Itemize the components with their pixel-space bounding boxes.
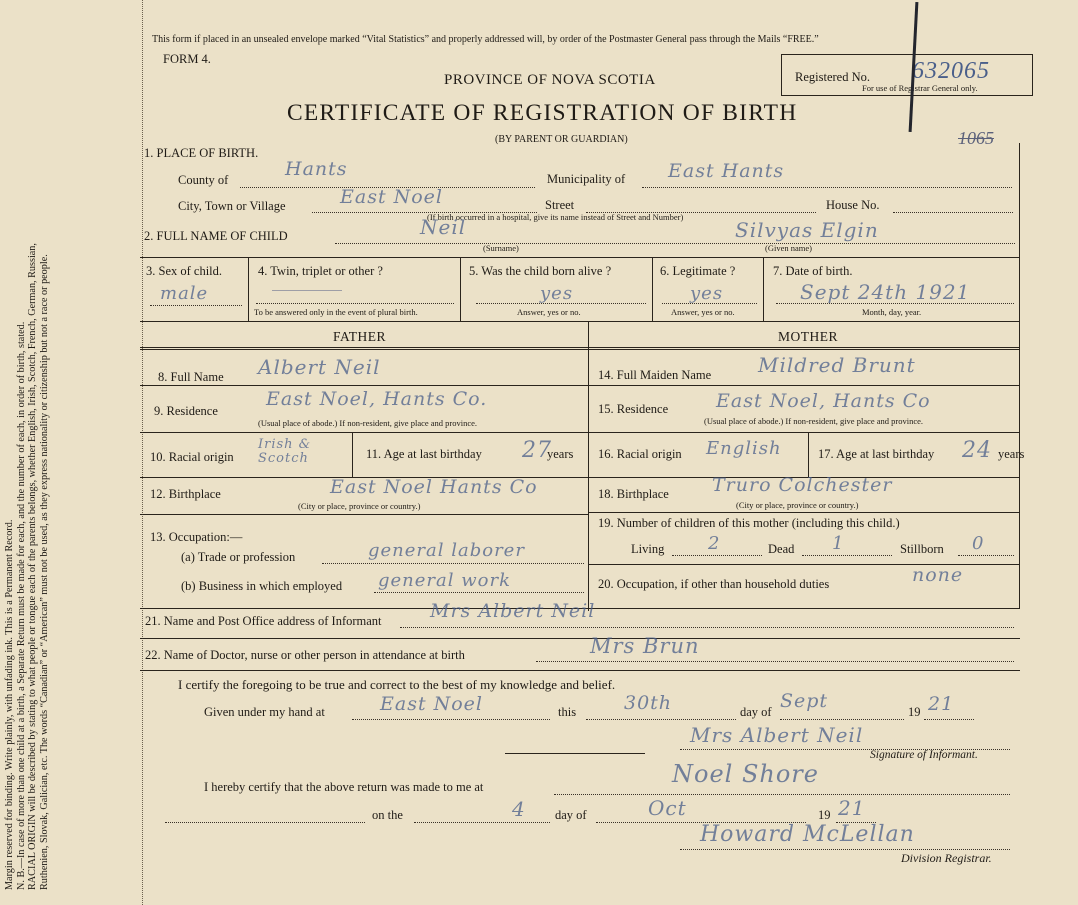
legitimate-line bbox=[662, 303, 757, 304]
certify-month-line bbox=[780, 719, 904, 720]
alive-label: 5. Was the child born alive ? bbox=[469, 264, 612, 278]
sex-value: male bbox=[160, 283, 209, 304]
street-label: Street bbox=[545, 198, 575, 212]
certify-text: I certify the foregoing to be true and correct to the best of my knowledge and belief. bbox=[178, 677, 616, 692]
business-value: general work bbox=[378, 570, 511, 591]
father-name: Albert Neil bbox=[258, 355, 381, 379]
registrar-signature: Howard McLellan bbox=[700, 822, 915, 847]
child-surname: Neil bbox=[420, 215, 467, 239]
registrar-day-line bbox=[414, 822, 550, 823]
stillborn-line bbox=[958, 555, 1014, 556]
twin-line bbox=[256, 303, 454, 304]
certificate-title: CERTIFICATE OF REGISTRATION OF BIRTH bbox=[287, 100, 798, 126]
given-place: East Noel bbox=[380, 693, 484, 715]
house-line bbox=[893, 212, 1013, 213]
dob-value: Sept 24th 1921 bbox=[800, 280, 971, 304]
legitimate-note: Answer, yes or no. bbox=[671, 307, 735, 317]
this-label: this bbox=[558, 705, 577, 719]
father-race-label: 10. Racial origin bbox=[150, 450, 234, 464]
certify-year: 21 bbox=[928, 693, 955, 715]
rule bbox=[588, 512, 1020, 513]
trade-line bbox=[322, 563, 584, 564]
certify-day: 30th bbox=[624, 692, 673, 714]
registrar-lead-line bbox=[165, 822, 365, 823]
mother-age-label: 17. Age at last birthday bbox=[818, 447, 935, 461]
rule bbox=[140, 670, 1020, 671]
margin-instructions bbox=[4, 10, 50, 890]
father-residence: East Noel, Hants Co. bbox=[266, 388, 488, 410]
certify-day-of-label: day of bbox=[740, 705, 772, 719]
given-label: Given under my hand at bbox=[204, 705, 325, 719]
informant-value: Mrs Albert Neil bbox=[430, 600, 596, 622]
informant-signature: Mrs Albert Neil bbox=[690, 723, 864, 747]
registrar-text: I hereby certify that the above return was made to me at bbox=[204, 780, 484, 794]
twin-dash bbox=[272, 290, 342, 291]
registrar-month: Oct bbox=[648, 796, 687, 820]
father-age: 27 bbox=[522, 438, 552, 463]
registrar-place: Noel Shore bbox=[672, 760, 819, 788]
mother-residence-label: 15. Residence bbox=[598, 402, 669, 416]
doctor-value: Mrs Brun bbox=[590, 634, 700, 658]
registrar-year-prefix: 19 bbox=[818, 808, 831, 822]
certify-year-line bbox=[924, 719, 974, 720]
doctor-line bbox=[536, 661, 1014, 662]
margin-line: Ruthenien, Slovak, Galician, etc. The words “Canadian” or “American” must not be used, as they express nationality or citizenship but not a race or people. bbox=[38, 254, 50, 890]
house-label: House No. bbox=[826, 198, 880, 212]
municipality-value: East Hants bbox=[668, 160, 785, 182]
rule bbox=[808, 432, 809, 477]
certify-year-prefix: 19 bbox=[908, 705, 921, 719]
rule bbox=[140, 321, 1020, 322]
father-birthplace-label: 12. Birthplace bbox=[150, 487, 221, 501]
legitimate-value: yes bbox=[690, 283, 724, 304]
mother-residence: East Noel, Hants Co bbox=[716, 390, 931, 412]
stillborn-value: 0 bbox=[972, 533, 985, 554]
father-name-label: 8. Full Name bbox=[158, 370, 224, 384]
mother-heading: MOTHER bbox=[778, 329, 838, 344]
rule bbox=[588, 432, 1020, 433]
registrar-day: 4 bbox=[512, 797, 526, 821]
registrar-caption: Division Registrar. bbox=[901, 851, 992, 865]
registered-label: Registered No. bbox=[795, 70, 870, 84]
registered-number: 632065 bbox=[912, 58, 990, 84]
alive-value: yes bbox=[540, 283, 574, 304]
sex-line bbox=[150, 305, 242, 306]
children-label: 19. Number of children of this mother (including this child.) bbox=[598, 516, 900, 530]
alive-note: Answer, yes or no. bbox=[517, 307, 581, 317]
mother-name-label: 14. Full Maiden Name bbox=[598, 368, 712, 382]
doctor-label: 22. Name of Doctor, nurse or other person in attendance at birth bbox=[145, 648, 465, 662]
child-name-label: 2. FULL NAME OF CHILD bbox=[144, 229, 288, 243]
province-heading: PROVINCE OF NOVA SCOTIA bbox=[444, 72, 656, 88]
registrar-day-of-label: day of bbox=[555, 808, 587, 822]
rule bbox=[248, 257, 249, 321]
father-years: years bbox=[547, 447, 574, 461]
surname-caption: (Surname) bbox=[483, 243, 519, 253]
father-birthplace: East Noel Hants Co bbox=[330, 476, 538, 498]
city-label: City, Town or Village bbox=[178, 199, 286, 213]
registrar-signature-line bbox=[680, 849, 1010, 850]
municipality-label: Municipality of bbox=[547, 172, 626, 186]
legitimate-label: 6. Legitimate ? bbox=[660, 264, 736, 278]
dead-value: 1 bbox=[832, 533, 845, 554]
given-place-line bbox=[352, 719, 550, 720]
mother-birthplace-label: 18. Birthplace bbox=[598, 487, 669, 501]
rule bbox=[140, 514, 588, 515]
twin-note: To be answered only in the event of plural birth. bbox=[254, 307, 418, 317]
place-heading: 1. PLACE OF BIRTH. bbox=[144, 146, 259, 160]
rule bbox=[763, 257, 764, 321]
mother-occupation: none bbox=[912, 564, 964, 586]
rule bbox=[505, 753, 645, 754]
registrar-place-line bbox=[554, 794, 1010, 795]
rule bbox=[352, 432, 353, 477]
trade-label: (a) Trade or profession bbox=[181, 550, 296, 564]
living-label: Living bbox=[631, 542, 665, 556]
certify-month: Sept bbox=[780, 690, 829, 712]
dead-label: Dead bbox=[768, 542, 795, 556]
living-value: 2 bbox=[708, 533, 721, 554]
business-label: (b) Business in which employed bbox=[181, 579, 343, 593]
alive-line bbox=[476, 303, 646, 304]
city-value: East Noel bbox=[340, 186, 444, 208]
father-residence-label: 9. Residence bbox=[154, 404, 218, 418]
mother-age: 24 bbox=[962, 438, 992, 463]
rule bbox=[1019, 143, 1020, 608]
form-number: FORM 4. bbox=[163, 52, 211, 66]
stillborn-label: Stillborn bbox=[900, 542, 944, 556]
dob-note: Month, day, year. bbox=[862, 307, 922, 317]
margin-line: Margin reserved for binding. Write plainly, with unfading ink. This is a Permanent Record. bbox=[4, 519, 15, 890]
signature-caption: Signature of Informant. bbox=[870, 749, 978, 761]
dob-line bbox=[776, 303, 1014, 304]
twin-label: 4. Twin, triplet or other ? bbox=[258, 264, 383, 278]
business-line bbox=[374, 592, 584, 593]
child-name-line bbox=[335, 243, 1015, 244]
binding-margin-line bbox=[142, 0, 143, 905]
mother-residence-note: (Usual place of abode.) If non-resident, give place and province. bbox=[704, 416, 924, 426]
hospital-note: (If birth occurred in a hospital, give its name instead of Street and Number) bbox=[427, 212, 684, 222]
county-label: County of bbox=[178, 173, 229, 187]
rule bbox=[140, 432, 588, 433]
rule bbox=[652, 257, 653, 321]
rule bbox=[140, 385, 588, 386]
mother-birthplace-note: (City or place, province or country.) bbox=[736, 500, 859, 510]
father-birthplace-note: (City or place, province or country.) bbox=[298, 501, 421, 511]
municipality-line bbox=[642, 187, 1012, 188]
father-occupation-label: 13. Occupation:— bbox=[150, 530, 243, 544]
father-race: Irish & Scotch bbox=[258, 437, 312, 466]
margin-line: RACIAL ORIGIN will be described by stating to what people or tongue each of the parents belongs, whether English, Irish, Scotch, French, German, Russian, bbox=[27, 243, 39, 890]
certify-day-line bbox=[586, 719, 736, 720]
mother-name: Mildred Brunt bbox=[758, 353, 916, 377]
mail-notice: This form if placed in an unsealed envelope marked “Vital Statistics” and properly addressed will, by order of the Postmaster General pass through the Mails “FREE.” bbox=[152, 34, 819, 45]
given-caption: (Given name) bbox=[765, 243, 812, 253]
registrar-use-note: For use of Registrar General only. bbox=[862, 83, 978, 93]
father-heading: FATHER bbox=[333, 329, 387, 344]
county-value: Hants bbox=[285, 158, 348, 180]
rule bbox=[460, 257, 461, 321]
rule bbox=[140, 257, 1020, 258]
mother-race-label: 16. Racial origin bbox=[598, 447, 682, 461]
father-age-label: 11. Age at last birthday bbox=[366, 447, 482, 461]
trade-value: general laborer bbox=[368, 540, 525, 561]
father-residence-note: (Usual place of abode.) If non-resident, give place and province. bbox=[258, 418, 478, 428]
child-given-name: Silvyas Elgin bbox=[735, 218, 879, 242]
mother-years: years bbox=[998, 447, 1025, 461]
rule bbox=[140, 638, 1020, 639]
living-line bbox=[672, 555, 762, 556]
rule bbox=[140, 347, 1020, 350]
registrar-year: 21 bbox=[838, 796, 866, 820]
dob-label: 7. Date of birth. bbox=[773, 264, 853, 278]
rule bbox=[588, 385, 1020, 386]
certificate-subtitle: (BY PARENT OR GUARDIAN) bbox=[495, 134, 628, 145]
sex-label: 3. Sex of child. bbox=[146, 264, 223, 278]
margin-line: N. B.—In case of more than one child at a birth, a Separate Return must be made for each, and the number of each, in order of birth, stated. bbox=[15, 321, 27, 890]
dead-line bbox=[802, 555, 892, 556]
mother-occupation-label: 20. Occupation, if other than household duties bbox=[598, 577, 830, 591]
mother-birthplace: Truro Colchester bbox=[712, 474, 893, 496]
informant-line bbox=[400, 627, 1014, 628]
on-the-label: on the bbox=[372, 808, 403, 822]
mother-race: English bbox=[706, 438, 782, 459]
rule bbox=[588, 321, 589, 611]
informant-label: 21. Name and Post Office address of Informant bbox=[145, 614, 382, 628]
old-number: 1065 bbox=[958, 128, 994, 148]
